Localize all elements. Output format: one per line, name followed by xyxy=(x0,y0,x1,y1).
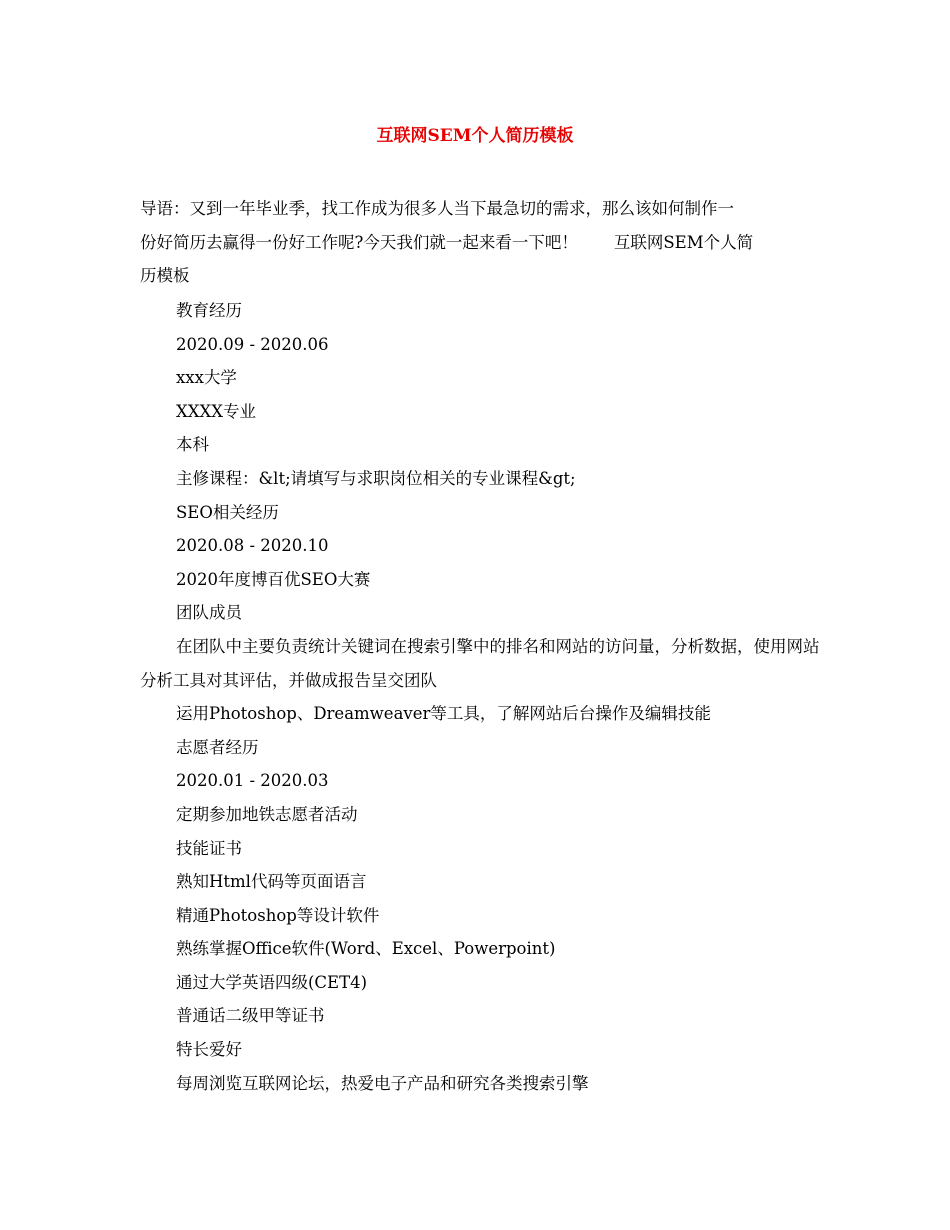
seo-event: 2020年度博百优SEO大赛 xyxy=(176,569,371,589)
section-heading-volunteer: 志愿者经历 xyxy=(176,737,259,757)
skill-item: 通过大学英语四级(CET4) xyxy=(176,972,368,992)
intro-line: 导语：又到一年毕业季，找工作成为很多人当下最急切的需求，那么该如何制作一 xyxy=(140,199,734,218)
education-school: xxx大学 xyxy=(176,368,237,388)
section-heading-education: 教育经历 xyxy=(176,301,242,320)
intro-paragraph xyxy=(140,192,820,293)
intro-line: 历模板 xyxy=(140,266,190,286)
skill-item: 精通Photoshop等设计软件 xyxy=(176,905,380,925)
seo-description: 在团队中主要负责统计关键词在搜索引擎中的排名和网站的访问量，分析数据，使用网站分析工具对其评估，并做成报告呈交团队 xyxy=(140,636,820,690)
section-heading-hobbies: 特长爱好 xyxy=(176,1040,242,1060)
hobby-item: 每周浏览互联网论坛，热爱电子产品和研究各类搜索引擎 xyxy=(176,1073,589,1093)
volunteer-activity: 定期参加地铁志愿者活动 xyxy=(176,804,358,824)
resume-content xyxy=(140,294,830,1100)
document-title: 互联网SEM个人简历模板 xyxy=(376,126,574,146)
skill-item: 熟知Html代码等页面语言 xyxy=(176,872,367,892)
education-dates: 2020.09 - 2020.06 xyxy=(176,334,329,354)
seo-role: 团队成员 xyxy=(176,603,242,623)
seo-dates: 2020.08 - 2020.10 xyxy=(176,536,329,556)
intro-text: 互联网SEM个人简 xyxy=(613,232,754,252)
seo-tools: 运用Photoshop、Dreamweaver等工具，了解网站后台操作及编辑技能 xyxy=(176,704,711,724)
intro-text: 份好简历去赢得一份好工作呢?今天我们就一起来看一下吧！ xyxy=(140,232,578,252)
volunteer-dates: 2020.01 - 2020.03 xyxy=(176,771,329,791)
section-heading-skills: 技能证书 xyxy=(176,838,242,858)
skill-item: 熟练掌握Office软件(Word、Excel、Powerpoint) xyxy=(176,939,556,959)
education-courses: 主修课程：&lt;请填写与求职岗位相关的专业课程&gt; xyxy=(176,468,576,488)
education-degree: 本科 xyxy=(176,435,209,455)
section-heading-seo: SEO相关经历 xyxy=(176,502,279,522)
intro-line xyxy=(140,226,820,260)
education-major: XXXX专业 xyxy=(176,401,256,421)
skill-item: 普通话二级甲等证书 xyxy=(176,1006,325,1026)
